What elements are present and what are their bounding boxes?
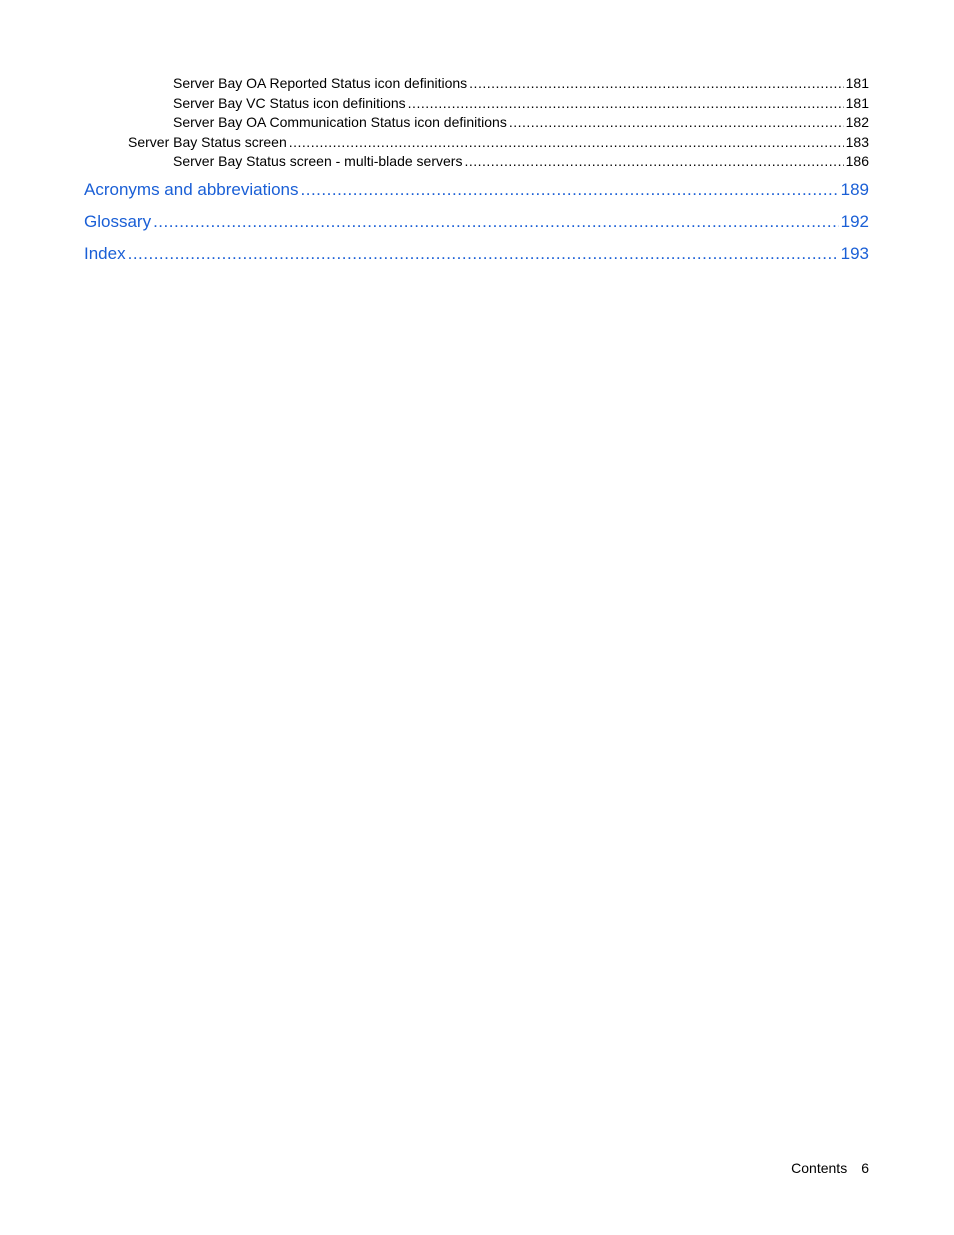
toc-entry-page: 192 — [840, 211, 869, 231]
toc-entry-oa-communication-status-icons[interactable] — [0, 113, 869, 133]
toc-link-index[interactable] — [0, 238, 869, 270]
toc-entry-page: 182 — [845, 114, 869, 131]
dot-leader — [289, 133, 844, 153]
dot-leader — [128, 238, 839, 270]
toc-entry-vc-status-icons[interactable] — [0, 94, 869, 114]
toc-entry-title: Glossary — [84, 211, 152, 231]
toc-entry-page: 183 — [845, 133, 869, 150]
toc-entry-page: 186 — [845, 153, 869, 170]
toc-link-acronyms[interactable] — [0, 174, 869, 206]
footer-section-label: Contents — [791, 1160, 848, 1176]
toc-entry-page: 181 — [845, 75, 869, 91]
toc-link-glossary[interactable] — [0, 206, 869, 238]
dot-leader — [509, 113, 844, 133]
toc-entry-title: Server Bay VC Status icon definitions — [173, 94, 406, 111]
dot-leader — [408, 94, 844, 114]
toc-entry-server-bay-status-screen[interactable] — [0, 133, 869, 153]
toc-entry-title: Server Bay OA Communication Status icon definitions — [173, 114, 507, 131]
table-of-contents — [0, 74, 954, 270]
dot-leader — [153, 206, 839, 238]
toc-entry-multi-blade-servers[interactable] — [0, 152, 869, 172]
toc-entry-page: 181 — [845, 94, 869, 111]
toc-entry-page: 189 — [840, 179, 869, 199]
dot-leader — [469, 74, 843, 94]
toc-entry-page: 193 — [840, 243, 869, 263]
dot-leader — [301, 174, 839, 206]
toc-entry-title: Server Bay Status screen — [128, 133, 287, 150]
toc-entry-oa-reported-status-icons[interactable] — [0, 74, 869, 94]
toc-entry-title: Server Bay Status screen - multi-blade servers — [173, 153, 463, 170]
page-footer — [791, 1158, 869, 1178]
toc-entry-title: Index — [84, 243, 126, 263]
toc-entry-title: Server Bay OA Reported Status icon definitions — [173, 75, 468, 91]
dot-leader — [464, 152, 843, 172]
footer-page-number: 6 — [861, 1160, 869, 1176]
toc-entry-title: Acronyms and abbreviations — [84, 179, 299, 199]
